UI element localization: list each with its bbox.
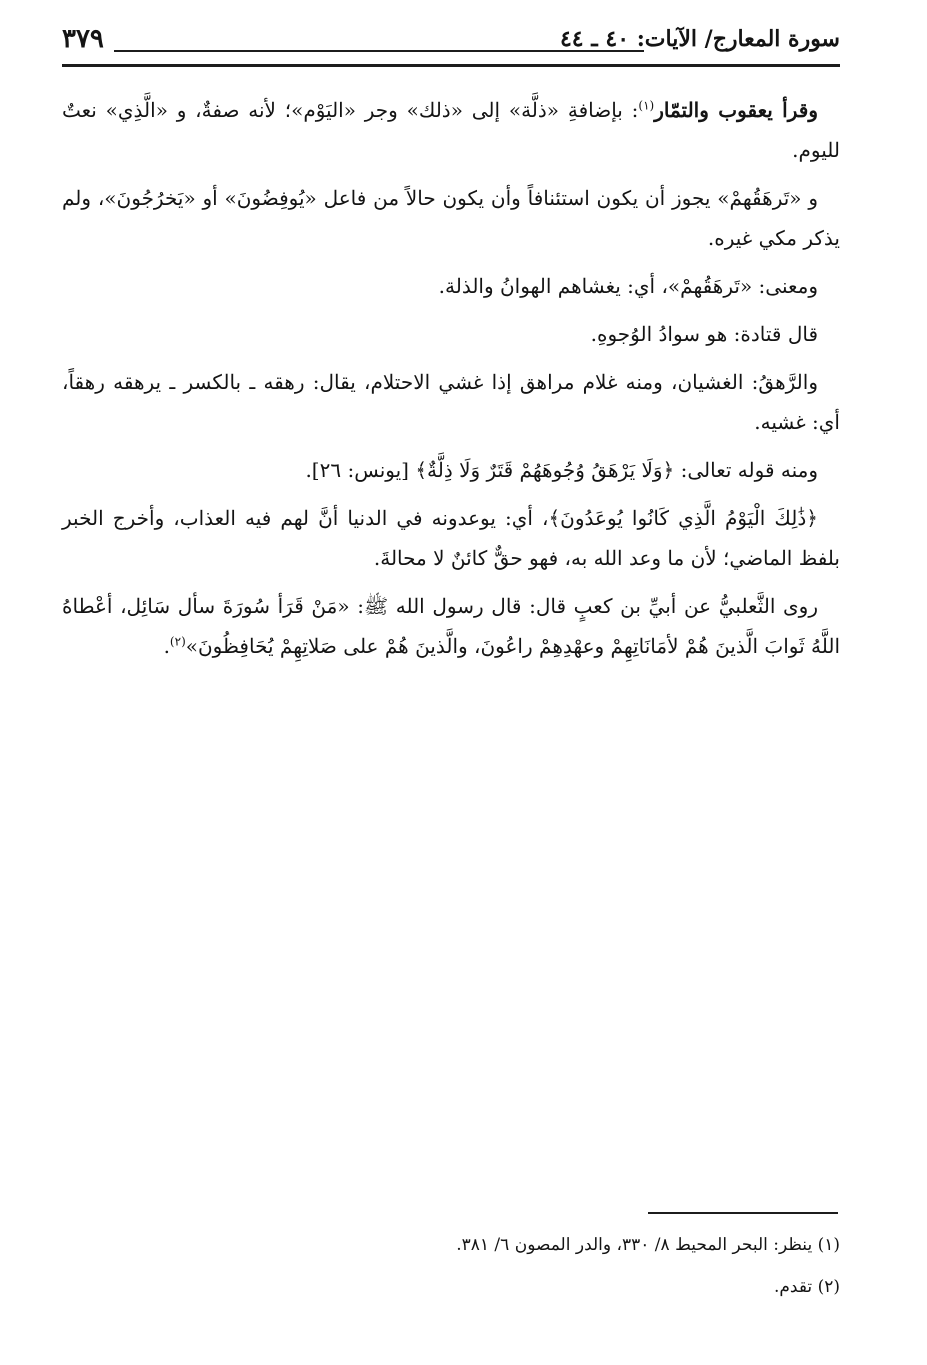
footnotes — [62, 1226, 840, 1310]
footnote: (٢) تقدم. — [773, 1277, 840, 1297]
paragraph-lead: وقرأ يعقوب والتمّار — [654, 98, 818, 122]
header-rule — [62, 64, 840, 67]
paragraph: والرَّهقُ: الغشيان، ومنه غلام مراهق إذا غشي الاحتلام، يقال: رهقه ـ بالكسر ـ يرهقه رهقاً، أي: غشيه. — [62, 370, 840, 434]
paragraph: ﴿ذَٰلِكَ الْيَوْمُ الَّذِي كَانُوا يُوعَدُونَ﴾، أي: يوعدونه في الدنيا أنَّ لهم فيه العذاب، وأخرج الخبر بلفظ الماضي؛ لأن ما وعد الله به، فهو حقٌّ كائنٌ لا محالةَ. — [62, 506, 840, 570]
paragraph: ومنه قوله تعالى: ﴿وَلَا يَرْهَقُ وُجُوهَهُمْ قَتَرٌ وَلَا ذِلَّةٌ﴾ [يونس: ٢٦]. — [305, 458, 818, 482]
paragraph — [62, 90, 840, 170]
footnote-ref[interactable]: (٢) — [169, 634, 186, 649]
running-title: سورة المعارج/ الآيات: ٤٠ ـ ٤٤ — [559, 26, 840, 52]
paragraph: ومعنى: «تَرهَقُهمْ»، أي: يغشاهم الهوانُ والذلة. — [438, 274, 818, 298]
paragraph-text: : بإضافةِ «ذلَّة» إلى «ذلك» وجر «اليَوْم»؛ لأنه صفةٌ، و «الَّذِي» نعتٌ لليوم. — [62, 98, 840, 162]
main-text — [62, 90, 840, 674]
page-number: ٣٧٩ — [62, 24, 104, 54]
footnote: (١) ينظر: البحر المحيط ٨/ ٣٣٠، والدر المصون ٦/ ٣٨١. — [456, 1235, 840, 1255]
footnote-ref[interactable]: (١) — [638, 98, 655, 113]
running-header — [62, 22, 840, 62]
footnote-rule — [648, 1212, 838, 1214]
paragraph — [62, 586, 840, 666]
paragraph-text: روى الثَّعلبيُّ عن أبيِّ بن كعبٍ قال: قال رسول الله ﷺ: «مَنْ قَرَأ سُورَةَ سأل سَائِل، أعْطاهُ اللَّهُ ثَوابَ الَّذينَ هُمْ لأمَانَاتِهِمْ وعهْدِهِمْ راعُونَ، والَّذينَ هُمْ على صَلاتِهِمْ يُحَافِظُونَ» — [62, 594, 840, 658]
paragraph: و «تَرهَقُهمْ» يجوز أن يكون استئنافاً وأن يكون حالاً من فاعل «يُوفِضُونَ» أو «يَخرُجُونَ»، ولم يذكر مكي غيره. — [62, 186, 840, 250]
paragraph: قال قتادة: هو سوادُ الوُجوهِ. — [590, 322, 818, 346]
paragraph-tail: . — [163, 634, 170, 658]
